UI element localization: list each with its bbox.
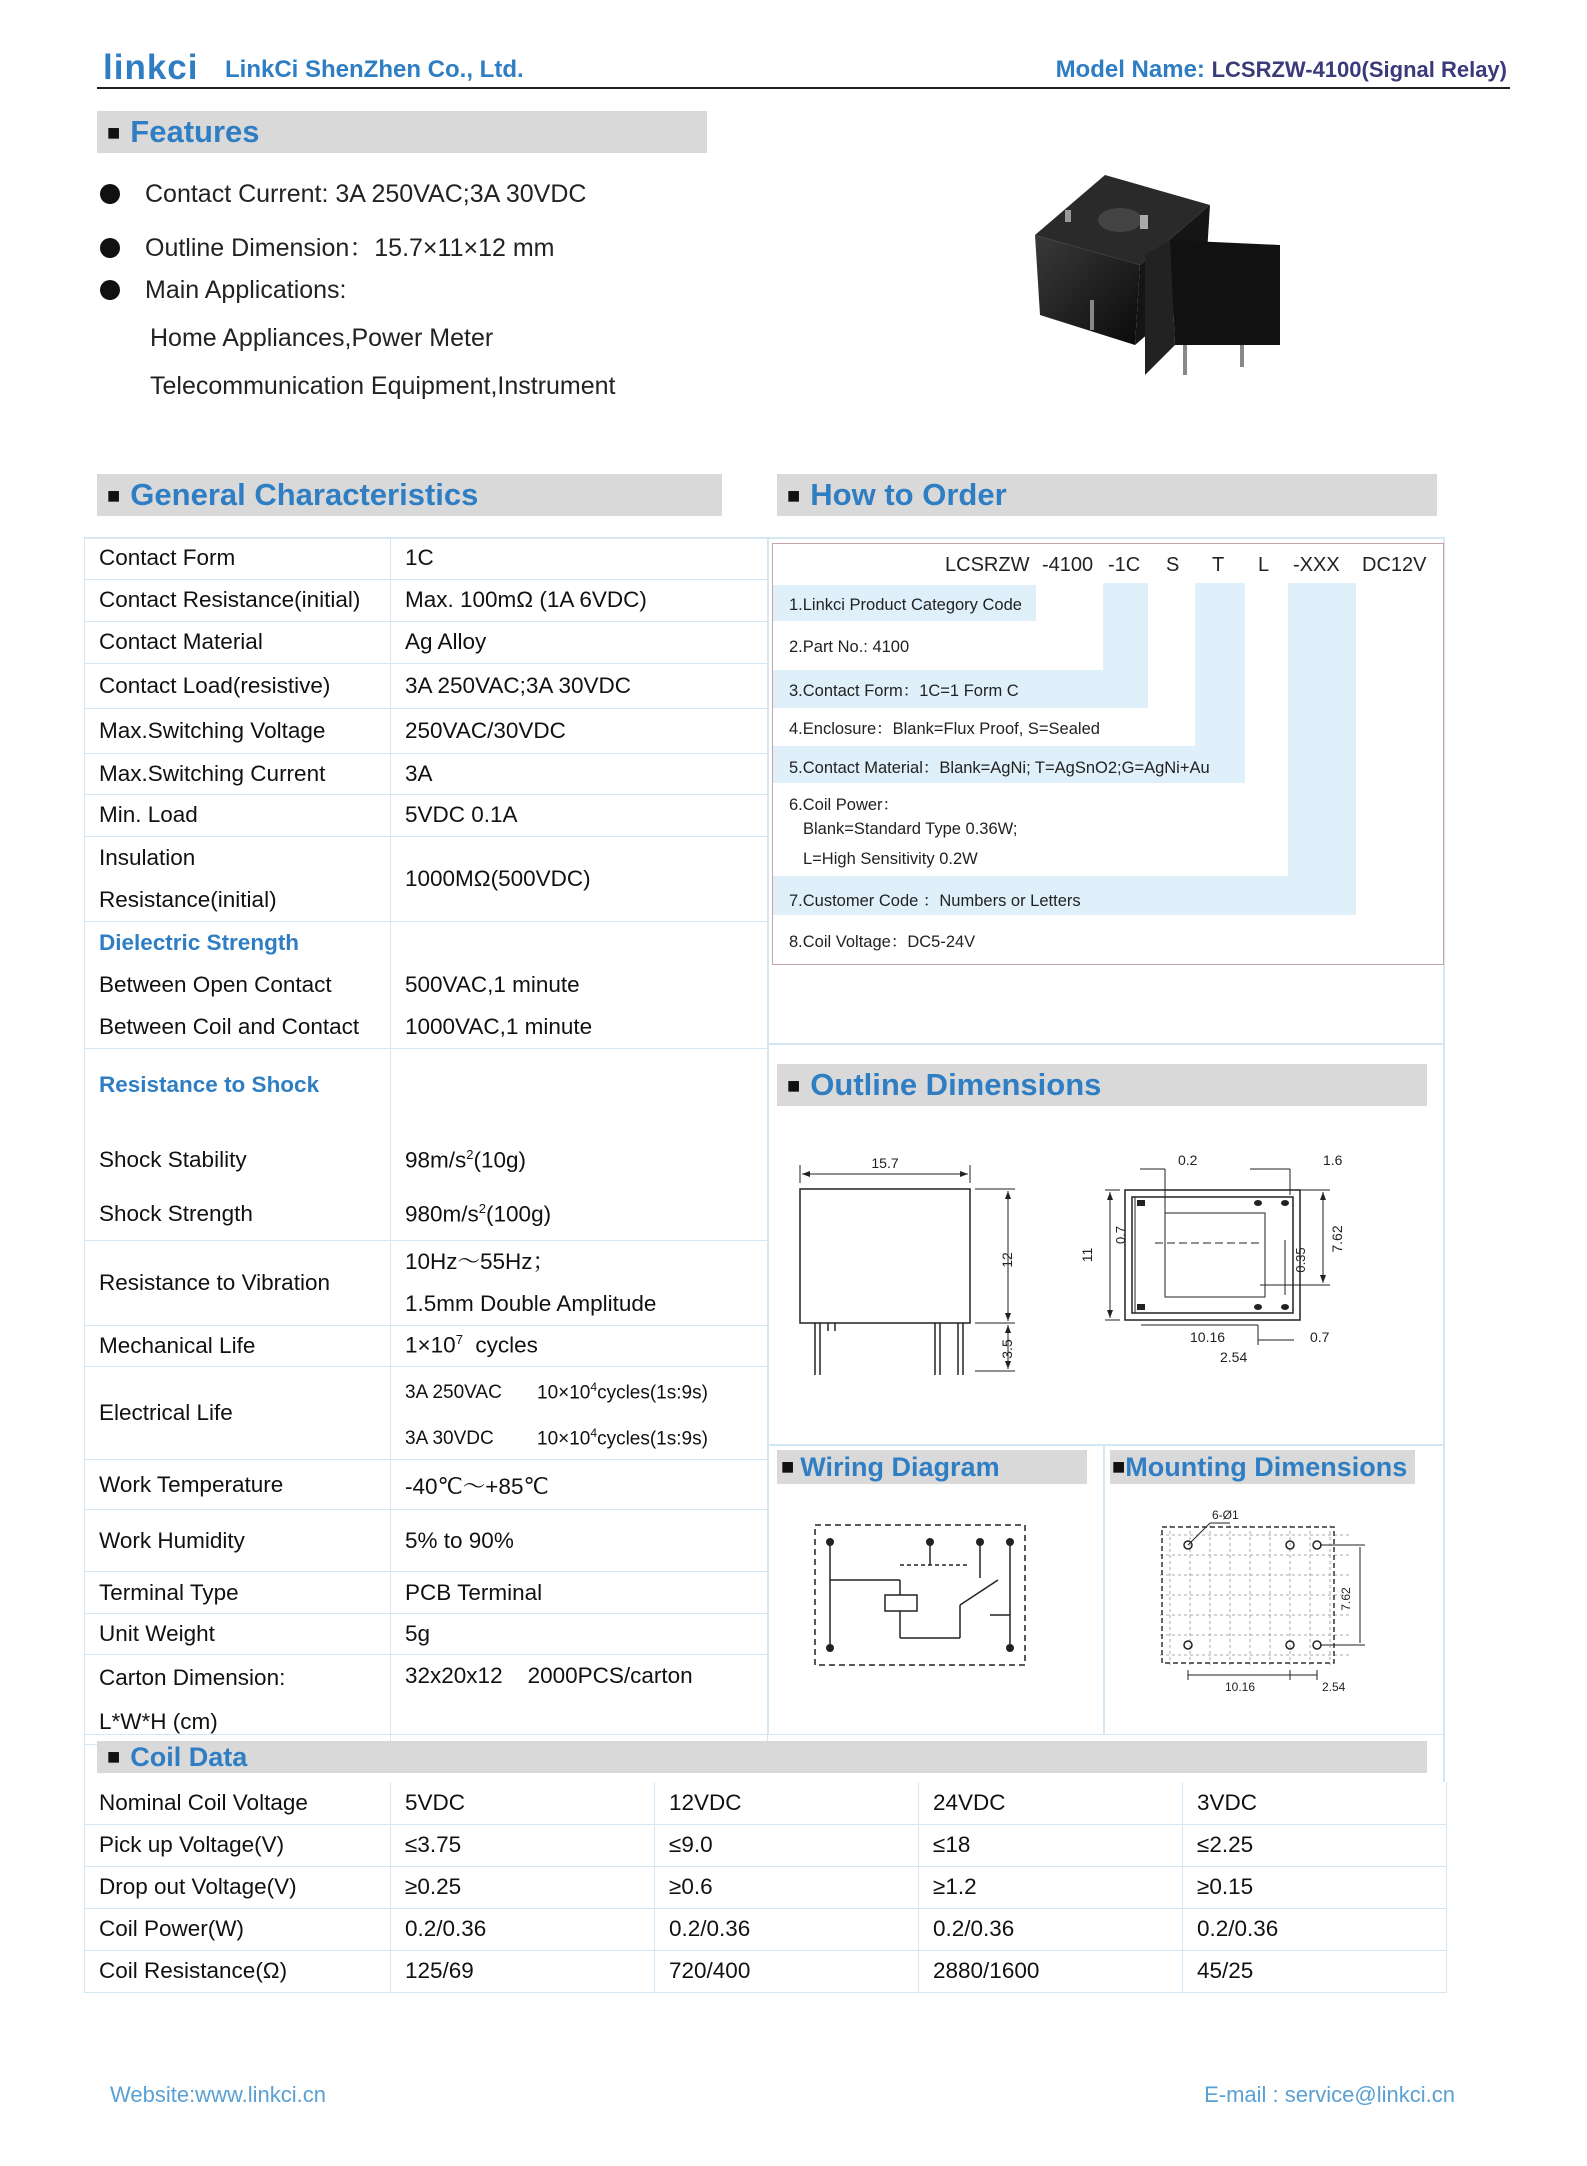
coil-value: 125/69 [391, 1950, 655, 1992]
row-value: PCB Terminal [391, 1572, 768, 1614]
coil-value: 3VDC [1183, 1782, 1447, 1824]
shock-stability-tail: (10g) [473, 1147, 527, 1172]
table-row [85, 794, 768, 836]
order-code: S [1166, 554, 1180, 576]
table-row [85, 836, 768, 921]
general-title: General Characteristics [130, 477, 479, 512]
table-row [85, 579, 768, 621]
table-row [85, 753, 768, 794]
insulation-label-1: Insulation [99, 844, 196, 870]
coil-value: 0.2/0.36 [391, 1908, 655, 1950]
coil-value: 720/400 [655, 1950, 919, 1992]
row-label: Work Temperature [85, 1460, 391, 1510]
dim-11: 11 [1079, 1247, 1095, 1263]
row-value: 5% to 90% [391, 1510, 768, 1572]
carton-label-2: L*W*H (cm) [99, 1708, 218, 1734]
dielectric-value-1: 500VAC,1 minute [405, 971, 580, 997]
row-label: Contact Resistance(initial) [85, 579, 391, 621]
order-row: 6.Coil Power： [789, 796, 900, 814]
row-value: 3A 250VAC;3A 30VDC [391, 663, 768, 708]
row-label [85, 1655, 391, 1745]
email-link[interactable]: E-mail : service@linkci.cn [1204, 2082, 1455, 2107]
elec-r2b: 10×10 [537, 1428, 591, 1450]
shock-strength-sup: 2 [478, 1200, 487, 1216]
mech-tail: cycles [462, 1332, 538, 1358]
row-label: Contact Load(resistive) [85, 663, 391, 708]
row-value [391, 1240, 768, 1325]
dielectric-title: Dielectric Strength [99, 929, 300, 955]
order-row: 5.Contact Material：Blank=AgNi; T=AgSnO2;G=AgNi+Au [789, 759, 1210, 777]
order-row: L=High Sensitivity 0.2W [803, 850, 978, 868]
grid-line [767, 1043, 1443, 1045]
company-name: LinkCi ShenZhen Co., Ltd. [225, 56, 524, 83]
website-link[interactable]: Website:www.linkci.cn [110, 2082, 326, 2107]
elec-r1b: 10×10 [537, 1381, 591, 1403]
row-value [391, 1366, 768, 1460]
row-label: Contact Form [85, 538, 391, 579]
dim-7-62: 7.62 [1339, 1587, 1353, 1611]
coil-value: ≥1.2 [919, 1866, 1183, 1908]
coil-value: 0.2/0.36 [1183, 1908, 1447, 1950]
row-value: 250VAC/30VDC [391, 708, 768, 753]
order-strip [1288, 583, 1356, 915]
row-label: Resistance to Vibration [85, 1240, 391, 1325]
insulation-label-2: Resistance(initial) [99, 886, 277, 912]
coil-value: ≥0.25 [391, 1866, 655, 1908]
mounting-title: Mounting Dimensions [1125, 1452, 1408, 1482]
row-label: Work Humidity [85, 1510, 391, 1572]
general-table [84, 538, 768, 1745]
dim-0-7: 0.7 [1113, 1225, 1128, 1245]
carton-label-1: Carton Dimension: [99, 1664, 286, 1690]
table-row [85, 1782, 1447, 1824]
outline-heading: ■ Outline Dimensions [777, 1064, 1427, 1106]
dim-10-16: 10.16 [1190, 1329, 1226, 1345]
row-value: 5VDC 0.1A [391, 794, 768, 836]
app-item: Home Appliances,Power Meter [150, 324, 494, 352]
dim-7-62: 7.62 [1329, 1225, 1345, 1253]
table-row [85, 1866, 1447, 1908]
mech-sup: 7 [455, 1332, 463, 1348]
feature-text: Main Applications: [145, 276, 347, 304]
order-row: 1.Linkci Product Category Code [789, 596, 1022, 614]
mounting-drawing [1150, 1505, 1390, 1695]
order-code: -XXX [1293, 554, 1340, 576]
feature-text: Outline Dimension：15.7×11×12 mm [145, 234, 555, 262]
order-row: 4.Enclosure：Blank=Flux Proof, S=Sealed [789, 720, 1100, 738]
table-row [85, 708, 768, 753]
dielectric-value-2: 1000VAC,1 minute [405, 1013, 593, 1039]
shock-strength-val: 980m/s [405, 1201, 479, 1226]
table-row [85, 1325, 768, 1366]
wiring-title: Wiring Diagram [800, 1452, 1000, 1482]
model-label: Model Name: [1055, 56, 1212, 83]
table-row [85, 1366, 768, 1460]
feature-item [100, 228, 554, 264]
coil-value: ≤9.0 [655, 1824, 919, 1866]
row-value: Ag Alloy [391, 621, 768, 663]
order-row: 3.Contact Form：1C=1 Form C [789, 682, 1019, 700]
dim-12: 12 [999, 1252, 1015, 1268]
outline-title: Outline Dimensions [810, 1067, 1102, 1102]
coil-value: 0.2/0.36 [919, 1908, 1183, 1950]
elec-r1sup: 4 [590, 1379, 598, 1394]
dim-1-6: 1.6 [1323, 1152, 1343, 1168]
table-row [85, 1048, 768, 1240]
elec-r2c: cycles(1s:9s) [597, 1428, 708, 1450]
row-label: Max.Switching Current [85, 753, 391, 794]
dim-0-7b: 0.7 [1310, 1329, 1330, 1345]
mounting-heading: ■Mounting Dimensions [1110, 1450, 1415, 1484]
coil-heading: ■ Coil Data [97, 1741, 1427, 1773]
header-rule [97, 87, 1510, 89]
row-value: Max. 100mΩ (1A 6VDC) [391, 579, 768, 621]
elec-r2a: 3A 30VDC [405, 1428, 494, 1450]
dim-2-54: 2.54 [1220, 1349, 1248, 1365]
dim-2-54: 2.54 [1322, 1680, 1346, 1694]
coil-label: Coil Power(W) [85, 1908, 391, 1950]
order-code: T [1212, 554, 1225, 576]
coil-value: 0.2/0.36 [655, 1908, 919, 1950]
coil-value: ≥0.6 [655, 1866, 919, 1908]
table-row [85, 1572, 768, 1614]
order-strip [1103, 583, 1148, 670]
shock-strength-value [405, 1201, 551, 1228]
row-value: 1C [391, 538, 768, 579]
table-row [85, 538, 768, 579]
row-value: 3A [391, 753, 768, 794]
wiring-heading: ■ Wiring Diagram [777, 1450, 1087, 1484]
coil-label: Pick up Voltage(V) [85, 1824, 391, 1866]
coil-label: Drop out Voltage(V) [85, 1866, 391, 1908]
table-row [85, 921, 768, 1048]
row-value [391, 1048, 768, 1240]
shock-strength-label: Shock Strength [99, 1200, 253, 1226]
dim-10-16: 10.16 [1225, 1680, 1256, 1694]
table-row [85, 663, 768, 708]
table-row [85, 1510, 768, 1572]
coil-label: Nominal Coil Voltage [85, 1782, 391, 1824]
coil-value: 24VDC [919, 1782, 1183, 1824]
dielectric-label-2: Between Coil and Contact [99, 1013, 360, 1039]
coil-value: ≥0.15 [1183, 1866, 1447, 1908]
outline-drawing [780, 1135, 1440, 1390]
row-label: Min. Load [85, 794, 391, 836]
order-row: 7.Customer Code ：Numbers or Letters [789, 892, 1081, 910]
dim-3-5: 3.5 [999, 1339, 1015, 1359]
dim-0-35: 0.35 [1293, 1247, 1308, 1273]
general-heading: ■ General Characteristics [97, 474, 722, 516]
shock-title: Resistance to Shock [99, 1071, 320, 1097]
coil-title: Coil Data [130, 1742, 248, 1772]
dim-holes: 6-Ø1 [1212, 1508, 1239, 1522]
coil-value: 12VDC [655, 1782, 919, 1824]
order-code: -1C [1108, 554, 1141, 576]
order-code: -4100 [1042, 554, 1094, 576]
row-value [391, 921, 768, 1048]
table-row [85, 621, 768, 663]
grid-line [1103, 1444, 1105, 1734]
coil-table [84, 1782, 1447, 1993]
dim-15-7: 15.7 [871, 1155, 899, 1171]
features-title: Features [130, 114, 260, 149]
row-label [85, 1048, 391, 1240]
table-row [85, 1240, 768, 1325]
brand-logo: linkci [103, 48, 199, 87]
row-value: -40℃～+85℃ [391, 1460, 768, 1510]
table-row [85, 1950, 1447, 1992]
shock-stability-val: 98m/s [405, 1147, 467, 1172]
coil-value: 45/25 [1183, 1950, 1447, 1992]
shock-stability-sup: 2 [466, 1146, 474, 1162]
vibration-value-2: 1.5mm Double Amplitude [405, 1290, 657, 1316]
model-value: LCSRZW-4100(Signal Relay) [1211, 57, 1507, 82]
feature-item [100, 180, 586, 209]
coil-value: 2880/1600 [919, 1950, 1183, 1992]
feature-text: Contact Current: 3A 250VAC;3A 30VDC [145, 180, 587, 208]
table-row [85, 1824, 1447, 1866]
shock-strength-tail: (100g) [486, 1201, 552, 1226]
shock-stability-label: Shock Stability [99, 1146, 247, 1172]
row-label: Terminal Type [85, 1572, 391, 1614]
grid-line [767, 1444, 1443, 1446]
row-value: 32x20x12 2000PCS/carton [391, 1655, 768, 1745]
row-label [85, 921, 391, 1048]
order-row: 8.Coil Voltage：DC5-24V [789, 933, 976, 951]
table-row [85, 1655, 768, 1745]
coil-value: ≤3.75 [391, 1824, 655, 1866]
model-name [1056, 56, 1507, 84]
row-value [391, 1325, 768, 1366]
table-row [85, 1614, 768, 1655]
table-row [85, 1908, 1447, 1950]
row-value: 1000MΩ(500VDC) [391, 836, 768, 921]
coil-value: 5VDC [391, 1782, 655, 1824]
order-row: 2.Part No.: 4100 [789, 638, 910, 656]
features-heading: ■ Features [97, 111, 707, 153]
dielectric-label-1: Between Open Contact [99, 971, 332, 997]
relay-photo [1025, 165, 1305, 395]
dim-0-2: 0.2 [1178, 1152, 1198, 1168]
feature-item [100, 276, 347, 305]
elec-r1a: 3A 250VAC [405, 1381, 502, 1403]
row-label: Max.Switching Voltage [85, 708, 391, 753]
order-code: L [1258, 554, 1270, 576]
order-row: Blank=Standard Type 0.36W; [803, 820, 1018, 838]
elec-r1c: cycles(1s:9s) [597, 1381, 708, 1403]
row-label: Contact Material [85, 621, 391, 663]
coil-label: Coil Resistance(Ω) [85, 1950, 391, 1992]
order-code: DC12V [1362, 554, 1427, 576]
mech-val: 1×10 [405, 1332, 456, 1358]
coil-value: ≤2.25 [1183, 1824, 1447, 1866]
shock-stability-value [405, 1147, 526, 1174]
order-code: LCSRZW [945, 554, 1030, 576]
vibration-value-1: 10Hz～55Hz； [405, 1248, 556, 1274]
wiring-diagram [810, 1520, 1030, 1670]
row-label: Electrical Life [85, 1366, 391, 1460]
row-label: Unit Weight [85, 1614, 391, 1655]
order-heading: ■ How to Order [777, 474, 1437, 516]
coil-value: ≤18 [919, 1824, 1183, 1866]
order-title: How to Order [810, 477, 1007, 512]
row-value: 5g [391, 1614, 768, 1655]
table-row [85, 1460, 768, 1510]
elec-r2sup: 4 [590, 1425, 598, 1440]
row-label [85, 836, 391, 921]
row-label: Mechanical Life [85, 1325, 391, 1366]
app-item: Telecommunication Equipment,Instrument [150, 372, 616, 400]
